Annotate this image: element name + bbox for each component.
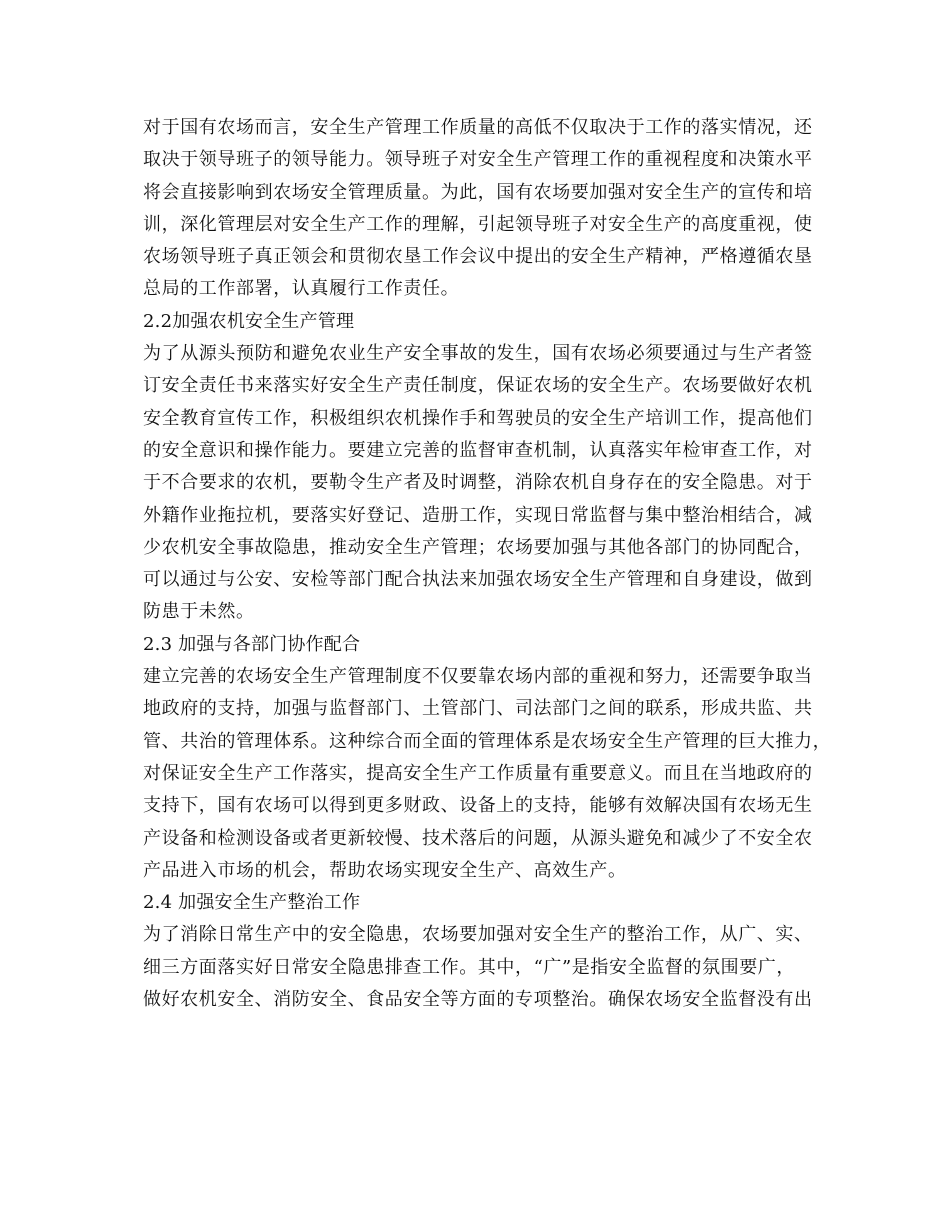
paragraph-line: 管、共治的管理体系。这种综合而全面的管理体系是农场安全生产管理的巨大推力， xyxy=(143,730,832,752)
paragraph-line: 对于国有农场而言，安全生产管理工作质量的高低不仅取决于工作的落实情况，还 xyxy=(143,117,813,138)
paragraph-line: 做好农机安全、消防安全、食品安全等方面的专项整治。确保农场安全监督没有出 xyxy=(143,989,813,1011)
paragraph-line: 训，深化管理层对安全生产工作的理解，引起领导班子对安全生产的高度重视，使 xyxy=(143,213,813,235)
section-heading: 2.3 加强与各部门协作配合 xyxy=(143,633,361,655)
document-body xyxy=(143,112,832,1016)
paragraph-line: 于不合要求的农机，要勒令生产者及时调整，消除农机自身存在的安全隐患。对于 xyxy=(143,472,813,494)
paragraph-line: 取决于领导班子的领导能力。领导班子对安全生产管理工作的重视程度和决策水平 xyxy=(143,149,813,171)
paragraph-line: 为了从源头预防和避免农业生产安全事故的发生，国有农场必须要通过与生产者签 xyxy=(143,343,813,365)
paragraph-line: 订安全责任书来落实好安全生产责任制度，保证农场的安全生产。农场要做好农机 xyxy=(143,375,813,397)
paragraph-line: 产设备和检测设备或者更新较慢、技术落后的问题，从源头避免和减少了不安全农 xyxy=(143,827,813,849)
section-heading: 2.4 加强安全生产整治工作 xyxy=(143,892,361,914)
paragraph-line: 可以通过与公安、安检等部门配合执法来加强农场安全生产管理和自身建设，做到 xyxy=(143,569,813,591)
paragraph-line: 总局的工作部署，认真履行工作责任。 xyxy=(143,278,460,300)
paragraph-line: 的安全意识和操作能力。要建立完善的监督审查机制，认真落实年检审查工作，对 xyxy=(143,439,813,461)
paragraph-line: 地政府的支持，加强与监督部门、土管部门、司法部门之间的联系，形成共监、共 xyxy=(143,698,813,720)
paragraph-line: 农场领导班子真正领会和贯彻农垦工作会议中提出的安全生产精神，严格遵循农垦 xyxy=(143,246,813,268)
paragraph-line: 少农机安全事故隐患，推动安全生产管理；农场要加强与其他各部门的协同配合， xyxy=(143,536,813,558)
paragraph-line: 将会直接影响到农场安全管理质量。为此，国有农场要加强对安全生产的宣传和培 xyxy=(143,181,813,203)
paragraph-line: 安全教育宣传工作，积极组织农机操作手和驾驶员的安全生产培训工作，提高他们 xyxy=(143,407,813,429)
paragraph-line: 对保证安全生产工作落实，提高安全生产工作质量有重要意义。而且在当地政府的 xyxy=(143,762,813,784)
paragraph-line: 建立完善的农场安全生产管理制度不仅要靠农场内部的重视和努力，还需要争取当 xyxy=(143,666,813,688)
paragraph-line: 细三方面落实好日常安全隐患排查工作。其中，“广”是指安全监督的氛围要广， xyxy=(143,956,796,978)
paragraph-line: 产品进入市场的机会，帮助农场实现安全生产、高效生产。 xyxy=(143,859,627,881)
paragraph-line: 为了消除日常生产中的安全隐患，农场要加强对安全生产的整治工作，从广、实、 xyxy=(143,924,813,946)
paragraph-line: 外籍作业拖拉机，要落实好登记、造册工作，实现日常监督与集中整治相结合，减 xyxy=(143,504,813,526)
paragraph-line: 防患于未然。 xyxy=(143,601,255,623)
paragraph-line: 支持下，国有农场可以得到更多财政、设备上的支持，能够有效解决国有农场无生 xyxy=(143,795,813,817)
section-heading: 2.2加强农机安全生产管理 xyxy=(143,310,355,332)
